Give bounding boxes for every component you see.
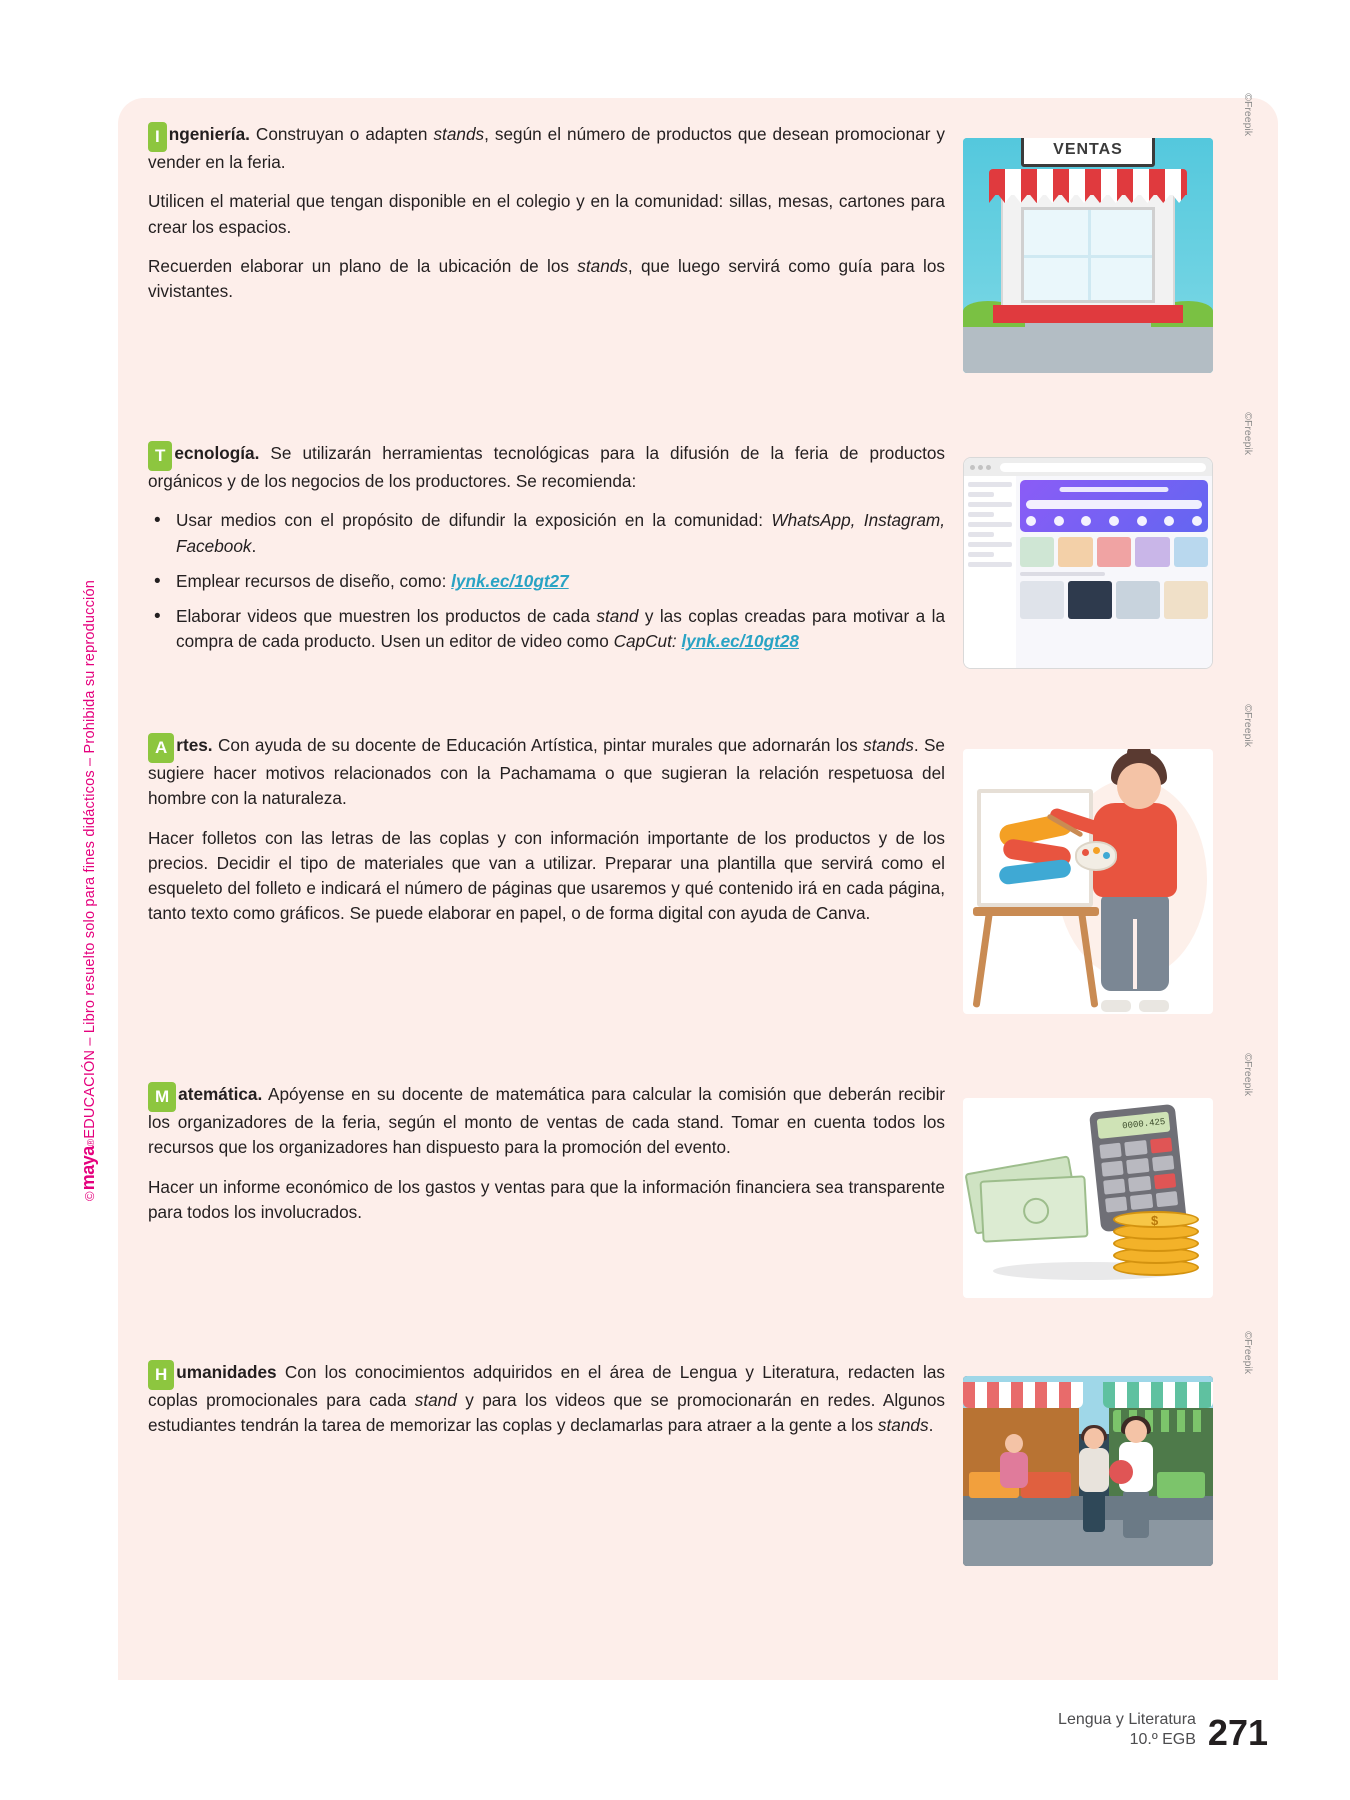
text-italic: WhatsApp, Instagram, Facebook xyxy=(176,510,945,556)
text-body: Apóyense en su docente de matemática para calcular la comisión que deberán recibir los organizadores de la feria, según el monto de ventas de cada stand. Tomar en cuenta todos los recursos que los organizadores han dispuesto para la promoción del evento. xyxy=(148,1084,945,1158)
text-post: , que luego servirá como guía para los vivistantes. xyxy=(148,255,945,302)
section-tecnologia-text xyxy=(118,439,963,665)
vertical-copyright-strip xyxy=(74,480,104,1300)
paragraph xyxy=(148,120,945,175)
section-matematica-text xyxy=(118,1080,963,1225)
browser-chrome xyxy=(964,458,1212,476)
image-credit: ©Freepik xyxy=(1242,412,1254,455)
section-badge-m: M xyxy=(148,1082,176,1112)
traffic-dot-icon xyxy=(986,465,991,470)
registered-mark: ® xyxy=(86,1138,98,1146)
paragraph xyxy=(148,439,945,494)
section-lead: atemática. xyxy=(178,1084,263,1104)
section-artes-text xyxy=(118,731,963,927)
text-pre: Emplear recursos de diseño, como: xyxy=(176,570,452,591)
shopper-figure xyxy=(1075,1428,1113,1532)
stand-sign-label: VENTAS xyxy=(1021,138,1155,167)
text-pre: Elaborar videos que muestren los productos de cada xyxy=(176,606,597,627)
lesson-content xyxy=(118,93,1278,1566)
screenshot-template-cards xyxy=(1020,537,1208,567)
canvas-artwork xyxy=(977,789,1093,907)
painter-illustration xyxy=(963,749,1213,1014)
paragraph: Hacer folletos con las letras de las coplas y con información importante de los productos y de los precios. Decidir el tipo de materiales que van a utilizar. Preparar una plantilla que servirá como el esqueleto del folleto e indicará el número de páginas que usaremos y qué contenido irá en cada página, tanto texto como gráficos. Se puede elaborar en papel, o de forma digital con ayuda de Canva. xyxy=(148,827,945,924)
text-body: Se utilizarán herramientas tecnológicas para la difusión de la feria de productos orgánicos y de los negocios de los productores. Se recomienda: xyxy=(148,443,945,491)
image-credit: ©Freepik xyxy=(1242,1053,1254,1096)
section-matematica xyxy=(118,1014,1278,1298)
screenshot-recent-cards xyxy=(1020,581,1208,619)
section-humanidades xyxy=(118,1298,1278,1566)
paragraph xyxy=(148,1358,945,1439)
vendor-figure xyxy=(997,1434,1031,1498)
section-matematica-media xyxy=(963,1053,1254,1298)
text-italic: stands xyxy=(577,255,628,276)
text-italic: stand xyxy=(596,606,639,627)
section-badge-i: I xyxy=(148,122,167,152)
coin-stack-icon: $ xyxy=(1113,1210,1199,1276)
text-pre: Recuerden elaborar un plano de la ubicación de los xyxy=(148,255,578,276)
section-tecnologia xyxy=(118,373,1278,669)
section-humanidades-text xyxy=(118,1358,963,1439)
copyright-mark: © xyxy=(82,1190,98,1201)
text-pre: Con ayuda de su docente de Educación Artística, pintar murales que adornarán los xyxy=(212,735,864,755)
resource-link[interactable]: lynk.ec/10gt27 xyxy=(451,570,569,591)
paragraph xyxy=(148,254,945,305)
section-badge-a: A xyxy=(148,733,174,763)
section-artes-media xyxy=(963,704,1254,1014)
section-ingenieria xyxy=(118,93,1278,373)
paragraph: Hacer un informe económico de los gastos y ventas para que la información financiera sea transparente para todos los involucrados. xyxy=(148,1176,945,1222)
canva-screenshot xyxy=(963,457,1213,669)
section-lead: umanidades xyxy=(176,1362,277,1382)
screenshot-sidebar xyxy=(964,476,1016,668)
brand-name: maya xyxy=(78,1145,99,1190)
text-mid: y para los videos que se promocionarán en redes. Algunos estudiantes tendrán la tarea de memorizar las coplas y declamarlas para atraer a la gente a los xyxy=(148,1390,945,1436)
footer-grade: 10.º EGB xyxy=(1129,1731,1196,1748)
calculator-money-illustration xyxy=(963,1098,1213,1298)
text-post: . Se sugiere hacer motivos relacionados con la Pachamama o que sugieran la relación respetuosa del hombre con la naturaleza. xyxy=(148,735,945,809)
section-humanidades-media xyxy=(963,1331,1254,1566)
text-post: , según el número de productos que desean promocionar y vender en la feria. xyxy=(148,124,945,172)
resource-link[interactable]: lynk.ec/10gt28 xyxy=(681,631,799,652)
image-credit: ©Freepik xyxy=(1242,704,1254,747)
paragraph xyxy=(148,1080,945,1161)
section-lead: rtes. xyxy=(176,735,213,755)
copyright-text: EDUCACIÓN – Libro resuelto solo para fines didácticos – Prohibida su reproducción xyxy=(82,579,99,1139)
section-ingenieria-media xyxy=(963,93,1254,373)
list-item xyxy=(148,604,945,655)
section-lead: ngeniería. xyxy=(168,124,250,144)
stand-ventas-illustration xyxy=(963,138,1213,373)
page-number: 271 xyxy=(1207,1711,1268,1753)
list-item xyxy=(148,508,945,559)
section-lead: ecnología. xyxy=(174,443,260,463)
paragraph xyxy=(148,731,945,812)
image-credit: ©Freepik xyxy=(1242,1331,1254,1374)
traffic-dot-icon xyxy=(978,465,983,470)
text-mid: y las coplas creadas para motivar a la compra de cada producto. Usen un editor de video como xyxy=(176,606,945,652)
market-illustration xyxy=(963,1376,1213,1566)
shopper-with-flowers-figure xyxy=(1113,1420,1159,1538)
text-pre: Construyan o adapten xyxy=(249,124,434,144)
text-post: . xyxy=(251,535,257,556)
calculator-display: 0000.425 xyxy=(1097,1112,1171,1139)
page-footer xyxy=(1058,1710,1268,1753)
section-tecnologia-media xyxy=(963,412,1254,669)
section-artes xyxy=(118,669,1278,1014)
palette-icon xyxy=(1075,841,1117,871)
text-post: . xyxy=(928,1415,934,1436)
text-italic: stands xyxy=(433,124,485,144)
section-badge-t: T xyxy=(148,441,172,471)
text-italic: stand xyxy=(414,1390,457,1410)
text-pre: Usar medios con el propósito de difundir la exposición en la comunidad: xyxy=(176,510,772,531)
paragraph: Utilicen el material que tengan disponible en el colegio y en la comunidad: sillas, mesas, cartones para crear los espacios. xyxy=(148,191,945,237)
banknote-icon xyxy=(979,1175,1088,1242)
footer-subject: Lengua y Literatura xyxy=(1058,1711,1196,1728)
text-italic-2: CapCut: xyxy=(613,631,677,652)
image-credit: ©Freepik xyxy=(1242,93,1254,136)
screenshot-hero xyxy=(1020,480,1208,532)
traffic-dot-icon xyxy=(970,465,975,470)
text-pre: Con los conocimientos adquiridos en el área de Lengua y Literatura, redacten las coplas promocionales para cada xyxy=(148,1362,945,1410)
address-bar xyxy=(1000,463,1206,472)
section-ingenieria-text xyxy=(118,120,963,304)
list-item xyxy=(148,569,945,594)
text-italic: stands xyxy=(863,735,914,755)
tecnologia-bullet-list xyxy=(148,508,945,654)
section-badge-h: H xyxy=(148,1360,174,1390)
text-italic-2: stands xyxy=(877,1415,929,1436)
